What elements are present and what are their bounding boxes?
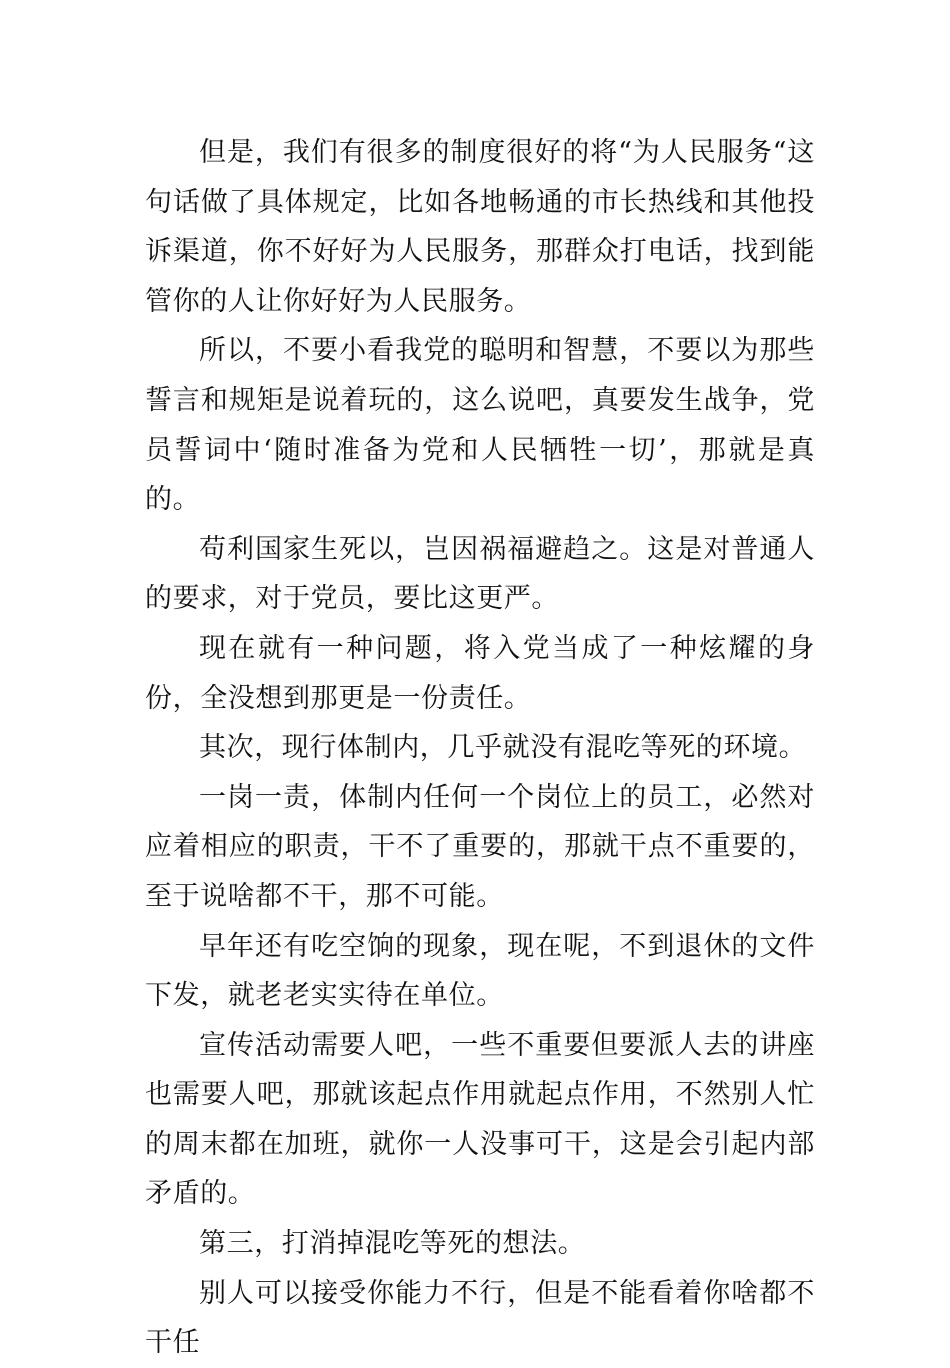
paragraph: 所以，不要小看我党的聪明和智慧，不要以为那些誓言和规矩是说着玩的，这么说吧，真要发生战争，党员誓词中‘随时准备为党和人民牺牲一切’，那就是真的。 (145, 335, 815, 516)
paragraph: 其次，现行体制内，几乎就没有混吃等死的环境。 (199, 732, 807, 764)
paragraph: 别人可以接受你能力不行，但是不能看着你啥都不干任 (145, 1277, 815, 1359)
paragraph: 苟利国家生死以，岂因祸福避趋之。这是对普通人的要求，对于党员，要比这更严。 (145, 533, 815, 615)
paragraph: 但是，我们有很多的制度很好的将“为人民服务“这句话做了具体规定，比如各地畅通的市长热线和其他投诉渠道，你不好好为人民服务，那群众打电话，找到能管你的人让你好好为人民服务。 (145, 137, 815, 317)
document-body (145, 128, 815, 1368)
paragraph: 一岗一责，体制内任何一个岗位上的员工，必然对应着相应的职责，干不了重要的，那就干点不重要的，至于说啥都不干，那不可能。 (145, 781, 815, 912)
paragraph: 现在就有一种问题，将入党当成了一种炫耀的身份，全没想到那更是一份责任。 (145, 632, 815, 714)
paragraph: 宣传活动需要人吧，一些不重要但要派人去的讲座也需要人吧，那就该起点作用就起点作用，不然别人忙的周末都在加班，就你一人没事可干，这是会引起内部矛盾的。 (145, 1029, 815, 1210)
paragraph: 第三，打消掉混吃等死的想法。 (199, 1228, 586, 1260)
paragraph: 早年还有吃空饷的现象，现在呢，不到退休的文件下发，就老老实实待在单位。 (145, 930, 815, 1012)
